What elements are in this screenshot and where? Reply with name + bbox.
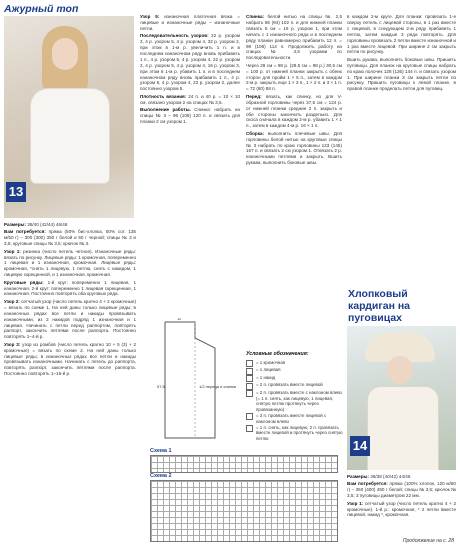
legend-item: = 3 п. провязать вместе лицевой с наклоном влево [246,413,344,425]
scheme-2-chart [150,480,338,542]
pattern-outline [165,322,215,438]
legend-item: = 1 п. снять, как лицевую, 2 п. провязать вместе лицевой и протянуть через снятую петлю [246,425,344,442]
symbol-sk2p-icon [246,425,253,432]
column-2-text: Узор 5: изнаночная платочная вязка = лицевые и изнаночные ряды – изнаночные петли. Последовательность узоров: 22 р. узором 2, 4 р. узором 5, 4 р. узором 4, 32 р. узором 2, при этом в 1-м р. увеличить 1 п. и в последнем изнаночном ряду вновь прибавить 1 п., 4 р. узором 5, 4 р. узором 4, 22 р. узором 2, 4 р. узором 5, 4 р. узором 4, 16 р. узором 3, при этом в 1-м р. убавить 1 п. и в последнем изнаночном ряду вновь прибавить 1 п., 4 р. узором 5, 4 р. узором 4, 22 р. узором 2, далее постоянно узором 5. Плотность вязания: 24 п. и 40 р. = 10 × 10 см, связано узором 2 на спицах № 3,5. Выполнение работы. Спинка: набрать на спицы № 3 – 96 (108) 120 п. и связать для планки 2 см узором 1. [140,14,241,124]
legend-item: = 1 лицевая [246,367,344,375]
legend-item: = 2 п. провязать вместе с наклоном влево (= 1 п. снять, как лицевую, 1 лицевая, снятую петлю протянуть через провязанную) [246,390,344,413]
symbol-knit-icon [246,368,253,375]
legend-item: = 2 п. провязать вместе лицевой [246,382,344,390]
scheme-1-label: Схема 1 [150,448,172,454]
column-5-text: Размеры: 38/38 (40/42) 44/46 Вам потребуется: пряжа (100% хлопок, 120 м/50 г) – 350 (400) 450 г белой; спицы № 3,5; крючок № 3,5; 3 пуговицы диаметром 22 мм. Узор 1: сетчатый узор (число петель кратно 4 + 2 кромочные). 1-й р.: кромочная, * 2 петли вместе лицевой, накид *, кромочная. [347,474,457,518]
symbol-edge-icon [246,360,253,367]
section-2-title: Хлопковый кардиган на пуговицах [348,288,411,324]
column-1-text: Размеры: 38/40 (42/44) 46/48 Вам потребуется: пряжа (50% бис-хлопка, 50% сот. 135 м/50 г) – 300 (300) 350 г белой и 50 г черной; спицы № 3 и 3,5; круговые спицы № 3,5; крючок № 3. Узор 1: резинка (число петель четное). Изнаночные ряды: вязать по рисунку. Лицевые ряды: 1 кромочная, попеременно 1 лицевая и 1 изнаночная, кромочная. Лицевые ряды: кромочная, *снять 1 лицевую, 1 петлю, снять с накидом, 1 лицевую скрещенной, и 1 изнаночная, кромочная. Круговые ряды: 1-й круг: попеременно 1 лицевая, 1 изнаночная. 2-й круг: попеременно 1 лицевая скрещенная, 1 изнаночная. Постоянно повторять оба круговых ряда. Узор 2: сетчатый узор (число петель кратно 4 + 2 кромочные) = вязать по схеме 1. На ней даны только лицевые ряды; в изнаночных рядах все петли и накиды провязывать изнаночными, из 2 накидов подряд 1 изнаночная и 1 лицевая. Начинать с петли перед раппортом, повторять раппорт, закончить петлями после раппорта. Постоянно повторять 1–4-й р. Узор 3: узор из ромбов (число петель кратно 10 + 5 (3) + 2 кромочные) = вязать по схеме 2. На ней даны только лицевые ряды; в изнаночных рядах все петли и накиды провязывать изнаночными. Начинать с петель до раппорта, повторять раппорт, закончить петлями после раппорта. Постоянно повторять 1–16-й р. [4,222,137,377]
symbol-yarnover-icon [246,375,253,382]
scheme-1-chart [150,455,338,473]
legend-title: Условные обозначения: [246,351,309,357]
badge-14: 14 [350,436,370,456]
model-face [387,356,413,384]
pattern-label-half: 1/2 переда и спинки [199,384,237,389]
garment-pattern-diagram [155,318,239,442]
badge-13: 13 [6,182,26,202]
legend-item: = 1 кромочная [246,360,344,368]
symbol-k2tog-icon [246,383,253,390]
symbol-legend [246,352,344,442]
symbol-ssk-icon [246,390,253,397]
lace-top-garment [30,88,110,184]
column-3-text: Спинка: белой нитью на спицы № 2,5 набрать 86 (94) 102 п. и для нижней планки связать 5 см = 19 р. узором 1, при этом начать с 1 изнаночного ряда и в последнем ряду планки равномерно прибавить 12 п. = 98 (106) 114 п. Продолжить работу на спицах № 3,5 узорами по последовательности. Через 29 см = 98 р. (29,5 см = 98 р.) 30,5 см = 100 р. от нижней планки закрыть с обеих сторон для пройм 1 × 5 п., затем в каждом 2-м р. закрыть еще 1 × 3 п., 1 × 2 п. и 3 × 1 п. = 72 (80) 88 п. Перед: вязать, как спинку, но для V-образной горловины через 37,5 см = 124 р. от нижней планки средние 2 п. закрыть и обе стороны закончить раздельно. Для скоса сначала в каждом 2-м р. убавить 1 × 1 п., затем в каждом 4-м р. 16 × 1 п. Сборка: выполнить плечевые швы. Для горловины белой нитью на круговые спицы № 3 набрать по краю горловины 133 (145) 157 п. и связать 2 см узором 1. Отвязать 2 р. изнаночными петлями и закрыть. Вшить рукава, выполнить боковые швы. [246,14,343,166]
legend-item: = 1 накид [246,375,344,383]
cardigan-garment [367,386,439,470]
column-4-text: в каждом 2-м круге. Для планки: провязать 1-е сверху петель с лицевой стороны, в 1 раз вместе с лицевой, в следующем 2-м ряду прибавить 1 петлю, затем каждые 3 ряда повторять. Для горловины провязать 2 петли вместе изнаночной и 1 раз вместе лицевой. При ширине 2 см закрыть петли по рисунку. Вшить рукава, выполнить боковые швы. Пришить пуговицы. Для планок на круговые спицы набрать по краю полочек 128 (136) 144 п. и связать узором 1. При ширине планки 3 см закрыть петли по рисунку. Пришить пуговицы к левой планке, в правой планке проделать петли для пуговиц. [347,14,456,92]
article-title: Ажурный топ [4,3,79,15]
symbol-k3tog-icon [246,413,253,420]
model-face [52,38,78,70]
pattern-label-top: 11 [177,318,182,321]
pattern-label-height: 57,5 [157,384,165,389]
continued-note: Продолжение на с. 28 [402,538,454,544]
scheme-2-label: Схема 2 [150,473,172,479]
